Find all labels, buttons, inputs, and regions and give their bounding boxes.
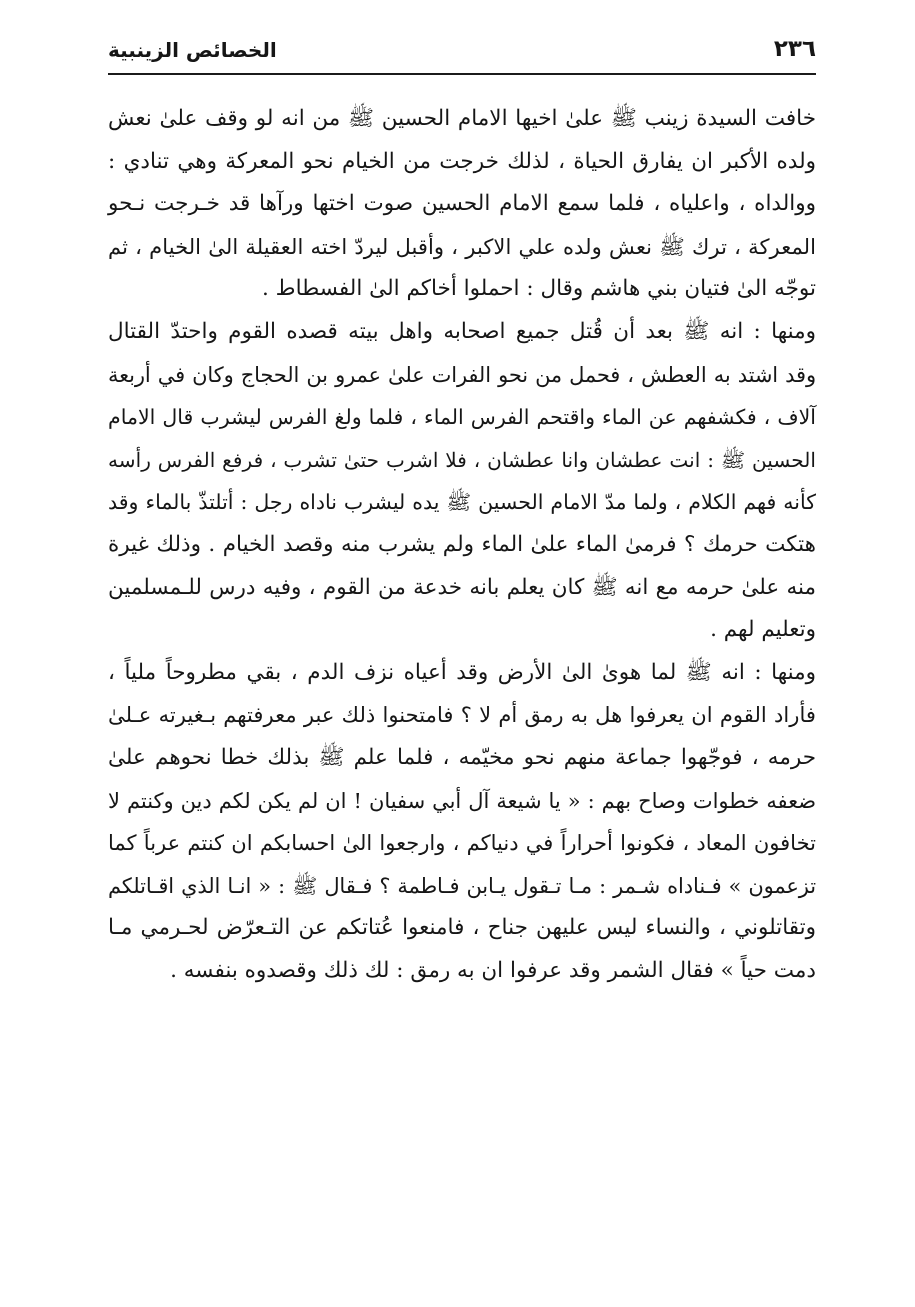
text-line: خافت السيدة زينب ﷺ علىٰ اخيها الامام الحسين ﷺ من انه لو وقف علىٰ نعش	[108, 106, 816, 131]
page-header	[108, 34, 816, 70]
text-line: تزعمون » فـناداه شـمر : مـا تـقول يـابن فـاطمة ؟ فـقال ﷺ : « انـا الذي اقـاتلكم	[108, 873, 816, 898]
text-line: ولده الأكبر ان يفارق الحياة ، لذلك خرجت من الخيام نحو المعركة وهي تنادي :	[108, 148, 816, 174]
text-line: فأراد القوم ان يعرفوا هل به رمق أم لا ؟ فامتحنوا ذلك عبر معرفتهم بـغيرته عـلىٰ	[108, 702, 816, 728]
text-line: ضعفه خطوات وصاح بهم : « يا شيعة آل أبي سفيان ! ان لم يكن لكم دين وكنتم لا	[108, 788, 816, 813]
body-text	[108, 98, 816, 992]
text-line: المعركة ، ترك ﷺ نعش ولده علي الاكبر ، وأقبل ليردّ اخته العقيلة الىٰ الخيام ، ثم	[108, 233, 816, 259]
text-line: هتكت حرمك ؟ فرمىٰ الماء علىٰ الماء ولم يشرب منه وقصد الخيام . وذلك غيرة	[108, 531, 816, 557]
text-line: وتقاتلوني ، والنساء ليس عليهن جناح ، فامنعوا عُتاتكم عن التـعرّض لحـرمي مـا	[108, 915, 816, 941]
text-line: حرمه ، فوجّهوا جماعة منهم نحو مخيّمه ، فلما علم ﷺ بذلك خطا نحوهم علىٰ	[108, 744, 816, 770]
header-rule	[108, 73, 816, 75]
text-line: تخافون المعاد ، فكونوا أحراراً في دنياكم ، وارجعوا الىٰ احسابكم ان كنتم عرباً كما	[108, 830, 816, 856]
text-line: ووالداه ، واعلياه ، فلما سمع الامام الحسين صوت اختها ورآها قد خـرجت نـحو	[108, 191, 816, 217]
text-line: وتعليم لهم .	[710, 617, 816, 643]
paragraph-start-line: ومنها : انه ﷺ بعد أن قُتل جميع اصحابه واهل بيته قصده القوم واحتدّ القتال	[108, 318, 816, 344]
text-line: كأنه فهم الكلام ، ولما مدّ الامام الحسين ﷺ يده ليشرب ناداه رجل : أتلتذّ بالماء وقد	[108, 490, 816, 515]
text-line: آلاف ، فكشفهم عن الماء واقتحم الفرس الماء ، فلما ولغ الفرس ليشرب قال الامام	[108, 405, 816, 430]
text-line: الحسين ﷺ : انت عطشان وانا عطشان ، فلا اشرب حتىٰ تشرب ، فرفع الفرس رأسه	[108, 447, 816, 472]
text-line: منه علىٰ حرمه مع انه ﷺ كان يعلم بانه خدعة من القوم ، وفيه درس للـمسلمين	[108, 574, 816, 600]
text-line: دمت حياً » فقال الشمر وقد عرفوا ان به رمق : لك ذلك وقصدوه بنفسه .	[170, 957, 816, 983]
text-line: توجّه الىٰ فتيان بني هاشم وقال : احملوا أخاكم الىٰ الفسطاط .	[262, 276, 816, 302]
page-number: ٢٣٦	[773, 36, 816, 62]
paragraph-start-line: ومنها : انه ﷺ لما هوىٰ الىٰ الأرض وقد أعياه نزف الدم ، بقي مطروحاً ملياً ،	[108, 659, 816, 685]
running-title: الخصائص الزينبية	[108, 38, 277, 62]
text-line: وقد اشتد به العطش ، فحمل من نحو الفرات علىٰ عمرو بن الحجاج وكان في أربعة	[108, 362, 816, 387]
